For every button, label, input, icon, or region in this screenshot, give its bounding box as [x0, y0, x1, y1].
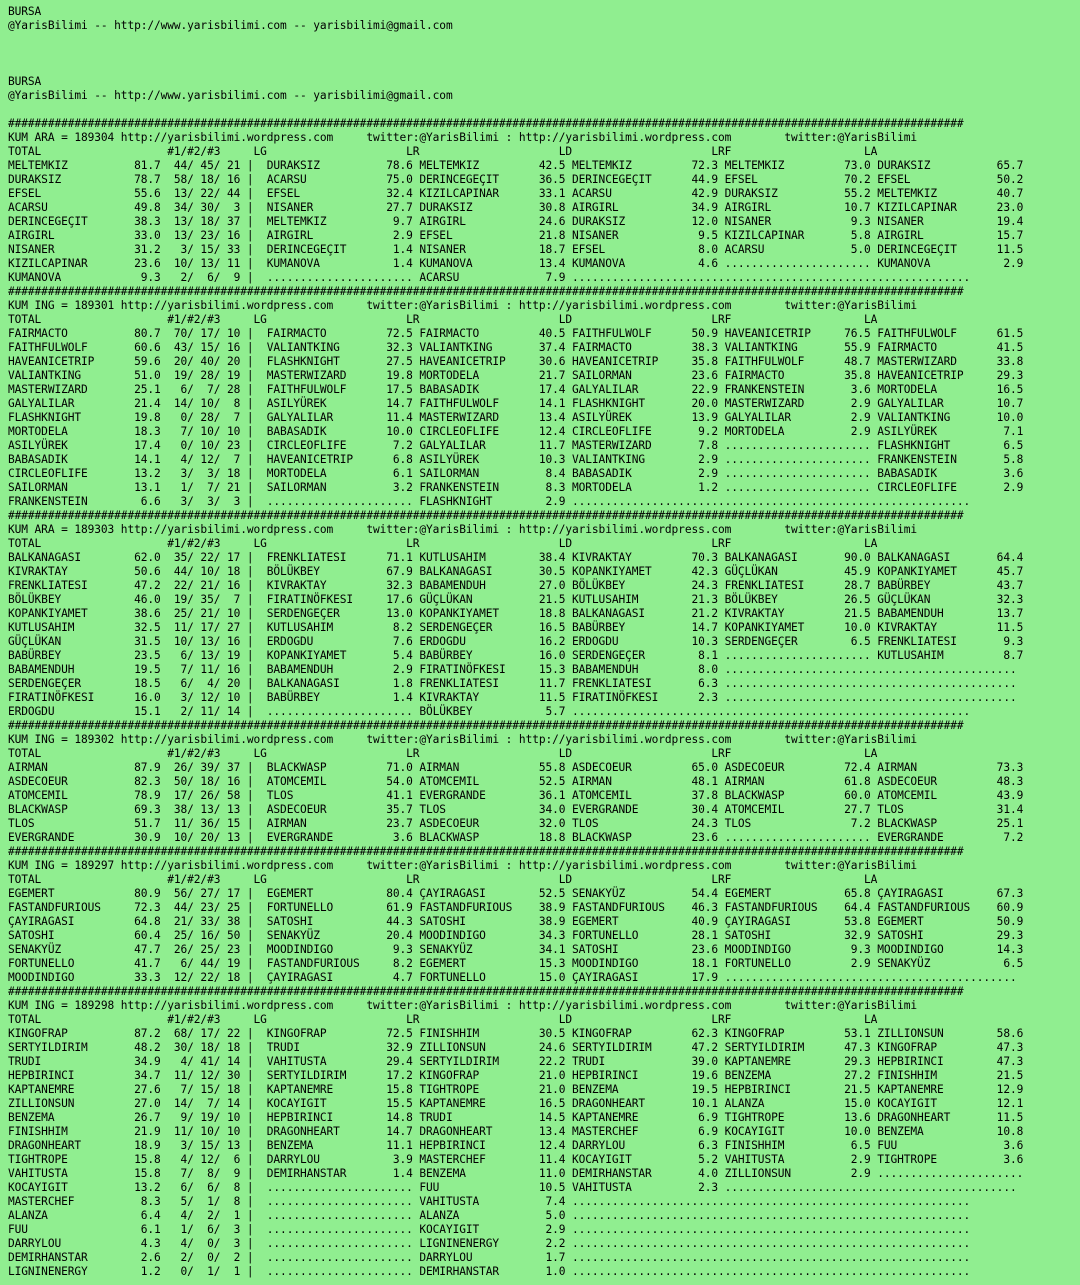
report-line: TOTAL #1/#2/#3 LG LR LD LRF LA — [8, 873, 878, 886]
report-line: KIVRAKTAY 50.6 44/ 10/ 18 | BÖLÜKBEY 67.9 BALKANAGASI 30.5 KOPANKIYAMET 42.3 GÜÇLÜKAN 45.9 KOPANKIYAMET 45.7 — [8, 565, 1024, 578]
report-line: KUTLUSAHIM 32.5 11/ 17/ 27 | KUTLUSAHIM 8.2 SERDENGEÇER 16.5 BABÜRBEY 14.7 KOPANKIYAMET 10.0 KIVRAKTAY 11.5 — [8, 621, 1024, 634]
report-line: FAITHFULWOLF 60.6 43/ 15/ 16 | VALIANTKING 32.3 VALIANTKING 37.4 FAIRMACTO 38.3 VALIANTKING 55.9 FAIRMACTO 41.5 — [8, 341, 1024, 354]
report-line: KUM ING = 189298 http://yarisbilimi.wordpress.com twitter:@YarisBilimi : http://yarisbilimi.wordpress.com twitter:@YarisBilimi — [8, 999, 918, 1012]
report-line: GALYALILAR 21.4 14/ 10/ 8 | ASILYÜREK 14.7 FAITHFULWOLF 14.1 FLASHKNIGHT 20.0 MASTERWIZARD 2.9 GALYALILAR 10.7 — [8, 397, 1024, 410]
report-line: VALIANTKING 51.0 19/ 28/ 19 | MASTERWIZARD 19.8 MORTODELA 21.7 SAILORMAN 23.6 FAIRMACTO 35.8 HAVEANICETRIP 29.3 — [8, 369, 1024, 382]
report-line: AIRMAN 87.9 26/ 39/ 37 | BLACKWASP 71.0 AIRMAN 55.8 ASDECOEUR 65.0 ASDECOEUR 72.4 AIRMAN 73.3 — [8, 761, 1024, 774]
report-line: NISANER 31.2 3/ 15/ 33 | DERINCEGEÇIT 1.4 NISANER 18.7 EFSEL 8.0 ACARSU 5.0 DERINCEGEÇIT 11.5 — [8, 243, 1024, 256]
report-line: CIRCLEOFLIFE 13.2 3/ 3/ 18 | MORTODELA 6.1 SAILORMAN 8.4 BABASADIK 2.9 ...................... BABASADIK 3.6 — [8, 467, 1024, 480]
report-line: TOTAL #1/#2/#3 LG LR LD LRF LA — [8, 537, 878, 550]
report-line: TOTAL #1/#2/#3 LG LR LD LRF LA — [8, 313, 878, 326]
report-line: ALANZA 6.4 4/ 2/ 1 | ...................... ALANZA 5.0 ............................................................ — [8, 1209, 971, 1222]
report-line: ################################################################################################################################################ — [8, 285, 964, 298]
report-line: SENAKYÜZ 47.7 26/ 25/ 23 | MOODINDIGO 9.3 SENAKYÜZ 34.1 SATOSHI 23.6 MOODINDIGO 9.3 MOODINDIGO 14.3 — [8, 943, 1024, 956]
report-line: LIGNINENERGY 1.2 0/ 1/ 1 | ...................... DEMIRHANSTAR 1.0 ............................................................ — [8, 1265, 971, 1278]
report-line: KUM ARA = 189303 http://yarisbilimi.wordpress.com twitter:@YarisBilimi : http://yarisbilimi.wordpress.com twitter:@YarisBilimi — [8, 523, 918, 536]
report-line: ################################################################################################################################################ — [8, 117, 964, 130]
report-line: FORTUNELLO 41.7 6/ 44/ 19 | FASTANDFURIOUS 8.2 EGEMERT 15.3 MOODINDIGO 18.1 FORTUNELLO 2.9 SENAKYÜZ 6.5 — [8, 957, 1024, 970]
report-line: MASTERCHEF 8.3 5/ 1/ 8 | ...................... VAHITUSTA 7.4 ............................................................ — [8, 1195, 971, 1208]
report-line: TOTAL #1/#2/#3 LG LR LD LRF LA — [8, 747, 878, 760]
report-line: KUM ING = 189302 http://yarisbilimi.wordpress.com twitter:@YarisBilimi : http://yarisbilimi.wordpress.com twitter:@YarisBilimi — [8, 733, 918, 746]
report-line: TOTAL #1/#2/#3 LG LR LD LRF LA — [8, 1013, 878, 1026]
report-line: SATOSHI 60.4 25/ 16/ 50 | SENAKYÜZ 20.4 MOODINDIGO 34.3 FORTUNELLO 28.1 SATOSHI 32.9 SATOSHI 29.3 — [8, 929, 1024, 942]
report-line: ################################################################################################################################################ — [8, 509, 964, 522]
report-line: HEPBIRINCI 34.7 11/ 12/ 30 | SERTYILDIRIM 17.2 KINGOFRAP 21.0 HEPBIRINCI 19.6 BENZEMA 27.2 FINISHHIM 21.5 — [8, 1069, 1024, 1082]
report-line: @YarisBilimi -- http://www.yarisbilimi.com -- yarisbilimi@gmail.com — [8, 19, 453, 32]
report-line: DARRYLOU 4.3 4/ 0/ 3 | ...................... LIGNINENERGY 2.2 ............................................................ — [8, 1237, 971, 1250]
report-line: FASTANDFURIOUS 72.3 44/ 23/ 25 | FORTUNELLO 61.9 FASTANDFURIOUS 38.9 FASTANDFURIOUS 46.3 FASTANDFURIOUS 64.4 FASTANDFURIOUS 60.9 — [8, 901, 1024, 914]
report-line: ZILLIONSUN 27.0 14/ 7/ 14 | KOCAYIGIT 15.5 KAPTANEMRE 16.5 DRAGONHEART 10.1 ALANZA 15.0 KOCAYIGIT 12.1 — [8, 1097, 1024, 1110]
report-line: VAHITUSTA 15.8 7/ 8/ 9 | DEMIRHANSTAR 1.4 BENZEMA 11.0 DEMIRHANSTAR 4.0 ZILLIONSUN 2.9 ...................... — [8, 1167, 1024, 1180]
report-line: ASILYÜREK 17.4 0/ 10/ 23 | CIRCLEOFLIFE 7.2 GALYALILAR 11.7 MASTERWIZARD 7.8 ...................... FLASHKNIGHT 6.5 — [8, 439, 1024, 452]
report-line: DEMIRHANSTAR 2.6 2/ 0/ 2 | ...................... DARRYLOU 1.7 ............................................................ — [8, 1251, 971, 1264]
report-line: MELTEMKIZ 81.7 44/ 45/ 21 | DURAKSIZ 78.6 MELTEMKIZ 42.5 MELTEMKIZ 72.3 MELTEMKIZ 73.0 DURAKSIZ 65.7 — [8, 159, 1024, 172]
report-line: EGEMERT 80.9 56/ 27/ 17 | EGEMERT 80.4 ÇAYIRAGASI 52.5 SENAKYÜZ 54.4 EGEMERT 65.8 ÇAYIRAGASI 67.3 — [8, 887, 1024, 900]
report-line: HAVEANICETRIP 59.6 20/ 40/ 20 | FLASHKNIGHT 27.5 HAVEANICETRIP 30.6 HAVEANICETRIP 35.8 FAITHFULWOLF 48.7 MASTERWIZARD 33.8 — [8, 355, 1024, 368]
report-line: @YarisBilimi -- http://www.yarisbilimi.com -- yarisbilimi@gmail.com — [8, 89, 453, 102]
report-line: SAILORMAN 13.1 1/ 7/ 21 | SAILORMAN 3.2 FRANKENSTEIN 8.3 MORTODELA 1.2 ...................... CIRCLEOFLIFE 2.9 — [8, 481, 1024, 494]
report-line: ################################################################################################################################################ — [8, 845, 964, 858]
report-line: BABÜRBEY 23.5 6/ 13/ 19 | KOPANKIYAMET 5.4 BABÜRBEY 16.0 SERDENGEÇER 8.1 ...................... KUTLUSAHIM 8.7 — [8, 649, 1024, 662]
report-line: BABAMENDUH 19.5 7/ 11/ 16 | BABAMENDUH 2.9 FIRATINÖFKESI 15.3 BABAMENDUH 8.0 ............................................ — [8, 663, 1017, 676]
report-line: FRANKENSTEIN 6.6 3/ 3/ 3 | ...................... FLASHKNIGHT 2.9 ............................................................ — [8, 495, 971, 508]
report-line: MASTERWIZARD 25.1 6/ 7/ 28 | FAITHFULWOLF 17.5 BABASADIK 17.4 GALYALILAR 22.9 FRANKENSTEIN 3.6 MORTODELA 16.5 — [8, 383, 1024, 396]
report-line: ÇAYIRAGASI 64.8 21/ 33/ 38 | SATOSHI 44.3 SATOSHI 38.9 EGEMERT 40.9 ÇAYIRAGASI 53.8 EGEMERT 50.9 — [8, 915, 1024, 928]
report-line: EFSEL 55.6 13/ 22/ 44 | EFSEL 32.4 KIZILCAPINAR 33.1 ACARSU 42.9 DURAKSIZ 55.2 MELTEMKIZ 40.7 — [8, 187, 1024, 200]
report-line: ERDOGDU 15.1 2/ 11/ 14 | ...................... BÖLÜKBEY 5.7 ............................................................ — [8, 705, 971, 718]
report-line: BABASADIK 14.1 4/ 12/ 7 | HAVEANICETRIP 6.8 ASILYÜREK 10.3 VALIANTKING 2.9 ...................... FRANKENSTEIN 5.8 — [8, 453, 1024, 466]
report-line: BURSA — [8, 5, 42, 18]
report-line: ASDECOEUR 82.3 50/ 18/ 16 | ATOMCEMIL 54.0 ATOMCEMIL 52.5 AIRMAN 48.1 AIRMAN 61.8 ASDECOEUR 48.3 — [8, 775, 1024, 788]
report-line: SERDENGEÇER 18.5 6/ 4/ 20 | BALKANAGASI 1.8 FRENKLIATESI 11.7 FRENKLIATESI 6.3 ............................................ — [8, 677, 1017, 690]
report-line: TRUDI 34.9 4/ 41/ 14 | VAHITUSTA 29.4 SERTYILDIRIM 22.2 TRUDI 39.0 KAPTANEMRE 29.3 HEPBIRINCI 47.3 — [8, 1055, 1024, 1068]
report-line: ACARSU 49.8 34/ 30/ 3 | NISANER 27.7 DURAKSIZ 30.8 AIRGIRL 34.9 AIRGIRL 10.7 KIZILCAPINAR 23.0 — [8, 201, 1024, 214]
report-line: KOPANKIYAMET 38.6 25/ 21/ 10 | SERDENGEÇER 13.0 KOPANKIYAMET 18.8 BALKANAGASI 21.2 KIVRAKTAY 21.5 BABAMENDUH 13.7 — [8, 607, 1024, 620]
report-line: DRAGONHEART 18.9 3/ 15/ 13 | BENZEMA 11.1 HEPBIRINCI 12.4 DARRYLOU 6.3 FINISHHIM 6.5 FUU 3.6 — [8, 1139, 1024, 1152]
report-line: KINGOFRAP 87.2 68/ 17/ 22 | KINGOFRAP 72.5 FINISHHIM 30.5 KINGOFRAP 62.3 KINGOFRAP 53.1 ZILLIONSUN 58.6 — [8, 1027, 1024, 1040]
report-line: AIRGIRL 33.0 13/ 23/ 16 | AIRGIRL 2.9 EFSEL 21.8 NISANER 9.5 KIZILCAPINAR 5.8 AIRGIRL 15.7 — [8, 229, 1024, 242]
report-line: TIGHTROPE 15.8 4/ 12/ 6 | DARRYLOU 3.9 MASTERCHEF 11.4 KOCAYIGIT 5.2 VAHITUSTA 2.9 TIGHTROPE 3.6 — [8, 1153, 1024, 1166]
report-line: ATOMCEMIL 78.9 17/ 26/ 58 | TLOS 41.1 EVERGRANDE 36.1 ATOMCEMIL 37.8 BLACKWASP 60.0 ATOMCEMIL 43.9 — [8, 789, 1024, 802]
report-line: KUM ING = 189297 http://yarisbilimi.wordpress.com twitter:@YarisBilimi : http://yarisbilimi.wordpress.com twitter:@YarisBilimi — [8, 859, 918, 872]
report-line: GÜÇLÜKAN 31.5 10/ 13/ 16 | ERDOGDU 7.6 ERDOGDU 16.2 ERDOGDU 10.3 SERDENGEÇER 6.5 FRENKLIATESI 9.3 — [8, 635, 1024, 648]
report-line: BÖLÜKBEY 46.0 19/ 35/ 7 | FIRATINÖFKESI 17.6 GÜÇLÜKAN 21.5 KUTLUSAHIM 21.3 BÖLÜKBEY 26.5 GÜÇLÜKAN 32.3 — [8, 593, 1024, 606]
report-line: BALKANAGASI 62.0 35/ 22/ 17 | FRENKLIATESI 71.1 KUTLUSAHIM 38.4 KIVRAKTAY 70.3 BALKANAGASI 90.0 BALKANAGASI 64.4 — [8, 551, 1024, 564]
report-line: DURAKSIZ 78.7 58/ 18/ 16 | ACARSU 75.0 DERINCEGEÇIT 36.5 DERINCEGEÇIT 44.9 EFSEL 70.2 EFSEL 50.2 — [8, 173, 1024, 186]
report-line: MOODINDIGO 33.3 12/ 22/ 18 | ÇAYIRAGASI 4.7 FORTUNELLO 15.0 ÇAYIRAGASI 17.9 ............................................ — [8, 971, 1017, 984]
report-line: KUM ING = 189301 http://yarisbilimi.wordpress.com twitter:@YarisBilimi : http://yarisbilimi.wordpress.com twitter:@YarisBilimi — [8, 299, 918, 312]
report-line: KUMANOVA 9.3 2/ 6/ 9 | ...................... ACARSU 7.9 ............................................................ — [8, 271, 971, 284]
report-line: EVERGRANDE 30.9 10/ 20/ 13 | EVERGRANDE 3.6 BLACKWASP 18.8 BLACKWASP 23.6 ...................... EVERGRANDE 7.2 — [8, 831, 1024, 844]
report-line: MORTODELA 18.3 7/ 10/ 10 | BABASADIK 10.0 CIRCLEOFLIFE 12.4 CIRCLEOFLIFE 9.2 MORTODELA 2.9 ASILYÜREK 7.1 — [8, 425, 1024, 438]
report-line: DERINCEGEÇIT 38.3 13/ 18/ 37 | MELTEMKIZ 9.7 AIRGIRL 24.6 DURAKSIZ 12.0 NISANER 9.3 NISANER 19.4 — [8, 215, 1024, 228]
report-line: FRENKLIATESI 47.2 22/ 21/ 16 | KIVRAKTAY 32.3 BABAMENDUH 27.0 BÖLÜKBEY 24.3 FRENKLIATESI 28.7 BABÜRBEY 43.7 — [8, 579, 1024, 592]
report-line: FINISHHIM 21.9 11/ 10/ 10 | DRAGONHEART 14.7 DRAGONHEART 13.4 MASTERCHEF 6.9 KOCAYIGIT 10.0 BENZEMA 10.8 — [8, 1125, 1024, 1138]
report-line: FUU 6.1 1/ 6/ 3 | ...................... KOCAYIGIT 2.9 ............................................................ — [8, 1223, 971, 1236]
report-line — [8, 33, 1080, 47]
report-line: BENZEMA 26.7 9/ 19/ 10 | HEPBIRINCI 14.8 TRUDI 14.5 KAPTANEMRE 6.9 TIGHTROPE 13.6 DRAGONHEART 11.5 — [8, 1111, 1024, 1124]
report-line — [8, 61, 1080, 75]
report-line: KUM ARA = 189304 http://yarisbilimi.wordpress.com twitter:@YarisBilimi : http://yarisbilimi.wordpress.com twitter:@YarisBilimi — [8, 131, 918, 144]
report-line: TLOS 51.7 11/ 36/ 15 | AIRMAN 23.7 ASDECOEUR 32.0 TLOS 24.3 TLOS 7.2 BLACKWASP 25.1 — [8, 817, 1024, 830]
report-line: FIRATINÖFKESI 16.0 3/ 12/ 10 | BABÜRBEY 1.4 KIVRAKTAY 11.5 FIRATINÖFKESI 2.3 ............................................ — [8, 691, 1017, 704]
report-line: SERTYILDIRIM 48.2 30/ 18/ 18 | TRUDI 32.9 ZILLIONSUN 24.6 SERTYILDIRIM 47.2 SERTYILDIRIM 47.3 KINGOFRAP 47.3 — [8, 1041, 1024, 1054]
report-line: ################################################################################################################################################ — [8, 719, 964, 732]
report-line: KOCAYIGIT 13.2 6/ 6/ 8 | ...................... FUU 10.5 VAHITUSTA 2.3 ............................................ — [8, 1181, 1017, 1194]
report-line: FAIRMACTO 80.7 70/ 17/ 10 | FAIRMACTO 72.5 FAIRMACTO 40.5 FAITHFULWOLF 50.9 HAVEANICETRIP 76.5 FAITHFULWOLF 61.5 — [8, 327, 1024, 340]
report-line — [8, 47, 1080, 61]
report-line: FLASHKNIGHT 19.8 0/ 28/ 7 | GALYALILAR 11.4 MASTERWIZARD 13.4 ASILYÜREK 13.9 GALYALILAR 2.9 VALIANTKING 10.0 — [8, 411, 1024, 424]
report-line: BURSA — [8, 75, 42, 88]
report-line: BLACKWASP 69.3 38/ 13/ 13 | ASDECOEUR 35.7 TLOS 34.0 EVERGRANDE 30.4 ATOMCEMIL 27.7 TLOS 31.4 — [8, 803, 1024, 816]
report-line: TOTAL #1/#2/#3 LG LR LD LRF LA — [8, 145, 878, 158]
report-line — [8, 103, 1080, 117]
report-line: KIZILCAPINAR 23.6 10/ 13/ 11 | KUMANOVA 1.4 KUMANOVA 13.4 KUMANOVA 4.6 ...................... KUMANOVA 2.9 — [8, 257, 1024, 270]
report-line: ################################################################################################################################################ — [8, 985, 964, 998]
report-line: KAPTANEMRE 27.6 7/ 15/ 18 | KAPTANEMRE 15.8 TIGHTROPE 21.0 BENZEMA 19.5 HEPBIRINCI 21.5 KAPTANEMRE 12.9 — [8, 1083, 1024, 1096]
